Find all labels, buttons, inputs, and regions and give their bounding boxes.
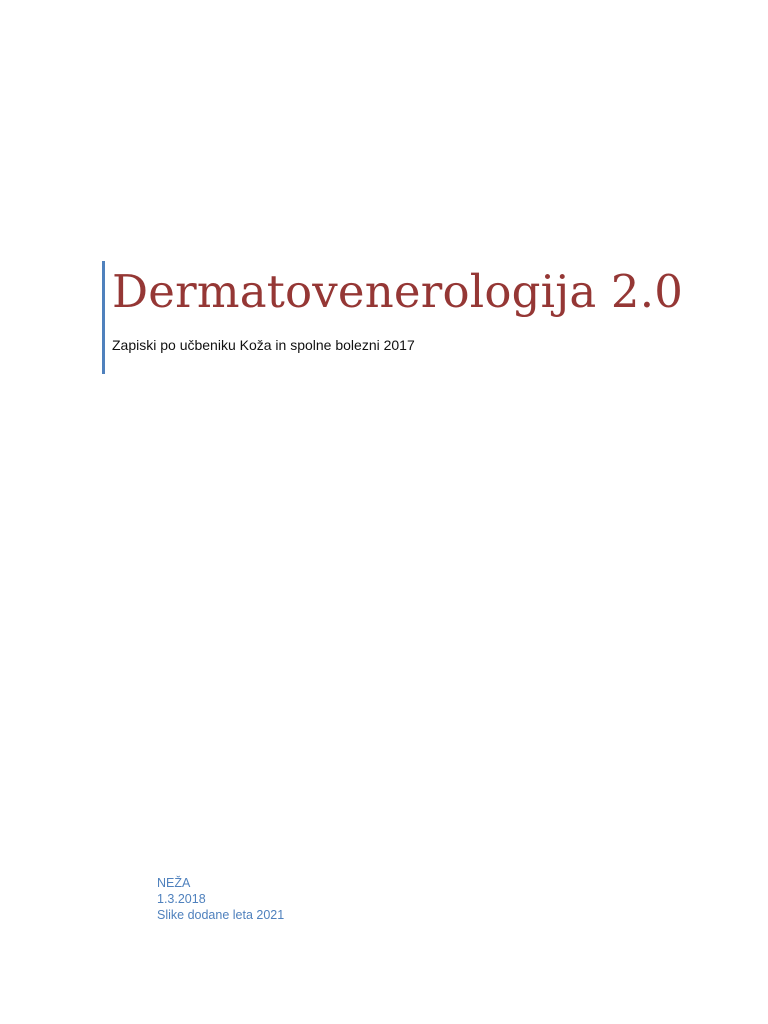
document-subtitle: Zapiski po učbeniku Koža in spolne bolezni 2017	[112, 337, 415, 353]
cover-title-block	[102, 261, 683, 374]
cover-meta-block	[157, 875, 284, 923]
document-note: Slike dodane leta 2021	[157, 908, 285, 922]
document-title: Dermatovenerologija 2.0	[112, 265, 684, 318]
document-date: 1.3.2018	[157, 892, 206, 906]
author-name: NEŽA	[157, 876, 191, 890]
